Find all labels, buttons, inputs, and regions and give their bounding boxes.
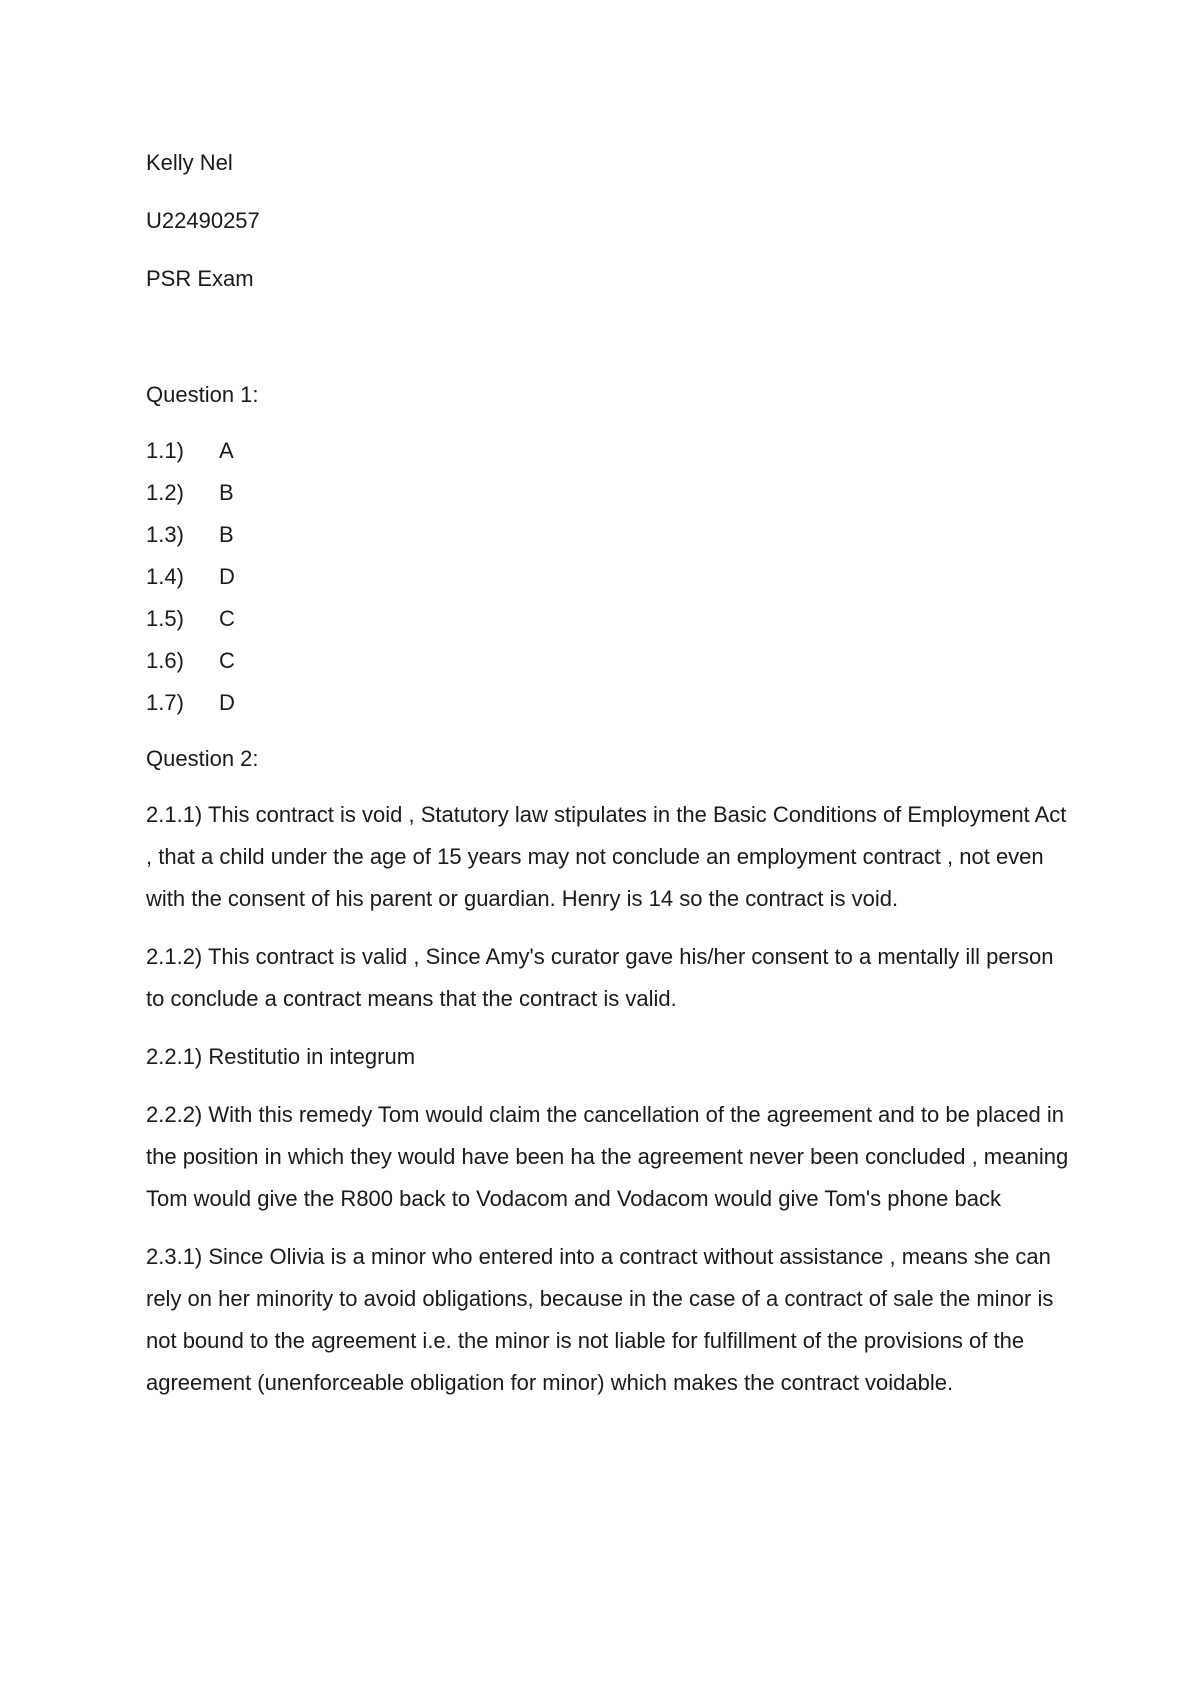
answer-row (146, 640, 1071, 682)
answer-row (146, 430, 1071, 472)
answer-2-1-1: 2.1.1) This contract is void , Statutory law stipulates in the Basic Conditions of Employment Act , that a child under the age of 15 years may not conclude an employment contract , not even with the consent of his parent or guardian. Henry is 14 so the contract is void. (146, 802, 1067, 911)
document-body (146, 142, 1071, 1420)
answer-row (146, 556, 1071, 598)
answer-number: 1.3) (146, 522, 184, 547)
blank-line (146, 316, 1071, 374)
answer-number: 1.6) (146, 648, 184, 673)
answer-letter: B (219, 480, 234, 505)
answer-letter: C (219, 648, 235, 673)
answer-letter: D (219, 690, 235, 715)
answer-2-2-2: 2.2.2) With this remedy Tom would claim the cancellation of the agreement and to be placed in the position in which they would have been ha the agreement never been concluded , meaning Tom would give the R800 back to Vodacom and Vodacom would give Tom's phone back (146, 1102, 1069, 1211)
student-name: Kelly Nel (146, 150, 233, 175)
exam-title: PSR Exam (146, 266, 254, 291)
answer-letter: C (219, 606, 235, 631)
question-1-heading: Question 1: (146, 382, 259, 407)
question-1-answer-list (146, 430, 1071, 724)
answer-2-1-2: 2.1.2) This contract is valid , Since Amy's curator gave his/her consent to a mentally ill person to conclude a contract means that the contract is valid. (146, 944, 1054, 1011)
answer-number: 1.5) (146, 606, 184, 631)
answer-2-3-1: 2.3.1) Since Olivia is a minor who entered into a contract without assistance , means she can rely on her minority to avoid obligations, because in the case of a contract of sale the minor is not bound to the agreement i.e. the minor is not liable for fulfillment of the provisions of the agreement (unenforceable obligation for minor) which makes the contract voidable. (146, 1244, 1054, 1395)
answer-2-2-1: 2.2.1) Restitutio in integrum (146, 1044, 416, 1069)
answer-number: 1.2) (146, 480, 184, 505)
answer-number: 1.1) (146, 438, 184, 463)
student-number: U22490257 (146, 208, 260, 233)
answer-letter: D (219, 564, 235, 589)
answer-number: 1.4) (146, 564, 184, 589)
answer-letter: B (219, 522, 234, 547)
answer-row (146, 514, 1071, 556)
answer-row (146, 472, 1071, 514)
answer-letter: A (219, 438, 234, 463)
answer-row (146, 682, 1071, 724)
question-2-heading: Question 2: (146, 746, 259, 771)
answer-number: 1.7) (146, 690, 184, 715)
answer-row (146, 598, 1071, 640)
